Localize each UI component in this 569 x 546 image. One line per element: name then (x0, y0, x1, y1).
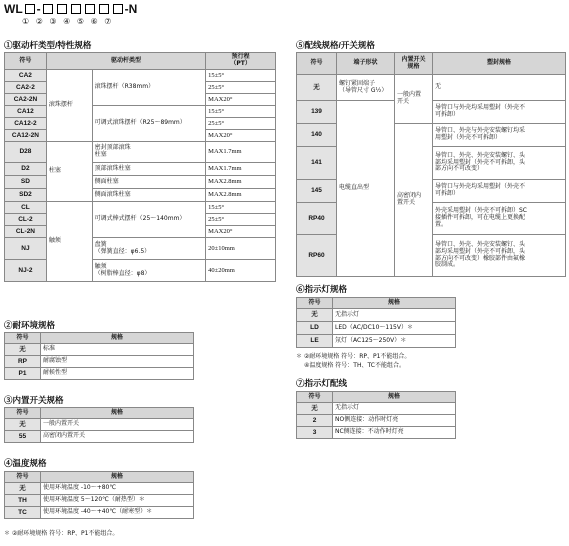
code-cell: LE (297, 335, 333, 348)
spec-cell: 使用环境温度 5～120℃（耐热型）＊ (41, 495, 194, 507)
seal-cell: 导管口与外壳均采用塑封（外壳不 可拆卸） (433, 180, 566, 203)
type-r25: 可调式滚珠摆杆（R25～89mm） (92, 106, 206, 142)
code-cell: D2 (5, 163, 47, 176)
type-cell: 侧面滚珠柱塞 (92, 189, 206, 202)
code-cell: CA2-2 (5, 82, 47, 94)
spec-cell: 无指示灯 (333, 403, 456, 415)
col-header-spec: 规格 (41, 408, 194, 419)
actuator-table (4, 52, 276, 282)
pt-cell: MAX1.7mm (206, 142, 276, 163)
seal-cell: 导管口、外壳、外壳安装螺钉、头 部均采用塑封（外壳不可拆卸，头 部方向不可改变） (433, 147, 566, 180)
indicator-note-1: ＊ ②耐环境规格 符号：RP、P1不能组合。 (296, 353, 411, 360)
section-6-title: ⑥指示灯规格 (296, 284, 348, 294)
spec-cell: 耐腐蚀型 (41, 356, 194, 368)
indicator-note-2: ④温度规格 符号：TH、TC不能组合。 (304, 362, 405, 369)
section-4-title: ④温度规格 (4, 458, 47, 468)
col-header-switch: 内置开关 规格 (395, 53, 433, 75)
group-plunger: 柱塞 (46, 142, 92, 202)
model-code: WL - -N (4, 2, 138, 16)
code-cell: 139 (297, 101, 337, 124)
code-cell: P1 (5, 368, 41, 380)
code-cell: SD (5, 176, 47, 189)
type-cell: 侧面柱塞 (92, 176, 206, 189)
model-prefix: WL (4, 2, 23, 16)
col-header-code: 符号 (5, 333, 41, 344)
code-cell: TC (5, 507, 41, 519)
code-cell: 无 (5, 344, 41, 356)
spec-cell: 氖灯（AC125～250V）＊ (333, 335, 456, 348)
col-header-spec: 规格 (41, 472, 194, 483)
group-roller: 滚珠摆杆 (46, 70, 92, 142)
seal-cell: 导管口、外壳与外壳安装螺钉均采 用塑封（外壳不可拆卸） (433, 124, 566, 147)
seal-cell: 导管口与外壳均采用塑封（外壳不 可拆卸） (433, 101, 566, 124)
pt-cell: MAX1.7mm (206, 163, 276, 176)
section-1-title: ①驱动杆类型/特性规格 (4, 40, 92, 50)
code-cell: CA2-2N (5, 94, 47, 106)
col-header-code: 符号 (297, 298, 333, 309)
switch-general: 一般内置 开关 (395, 75, 433, 124)
section-2-title: ②耐环境规格 (4, 320, 56, 330)
code-cell: CA12-2N (5, 130, 47, 142)
code-cell: 2 (297, 415, 333, 427)
pt-cell: 20±10mm (206, 238, 276, 260)
code-cell: RP (5, 356, 41, 368)
code-cell: CL-2 (5, 214, 47, 226)
internal-switch-table (4, 407, 194, 443)
code-cell: NJ-2 (5, 260, 47, 282)
pt-cell: MAX20° (206, 94, 276, 106)
section-7-title: ⑦指示灯配线 (296, 378, 348, 388)
type-r38: 滚珠摆杆（R38mm） (92, 70, 206, 106)
code-cell: CA12 (5, 106, 47, 118)
code-cell: 无 (297, 309, 333, 322)
code-cell: LD (297, 322, 333, 335)
pt-cell: MAX20° (206, 130, 276, 142)
code-cell: 无 (297, 75, 337, 101)
wiring-table (296, 52, 566, 277)
code-cell: 55 (5, 431, 41, 443)
seal-cell: 无 (433, 75, 566, 101)
spec-cell: 标准 (41, 344, 194, 356)
switch-high-seal: 高密闭内 置开关 (395, 124, 433, 277)
code-cell: TH (5, 495, 41, 507)
spec-cell: LED（AC/DC10～115V）＊ (333, 322, 456, 335)
type-spring: 盘簧 （弹簧直径：φ6.5） (92, 238, 206, 260)
spec-cell: 高密闭内置开关 (41, 431, 194, 443)
spec-cell: NO侧连接：动作时灯亮 (333, 415, 456, 427)
col-header-code: 符号 (5, 53, 47, 70)
col-header-spec: 规格 (333, 392, 456, 403)
type-adj-rod: 可调式棒式摆杆（25～140mm） (92, 202, 206, 238)
section-3-title: ③内置开关规格 (4, 395, 64, 405)
code-cell: RP60 (297, 235, 337, 277)
code-cell: 141 (297, 147, 337, 180)
temperature-table (4, 471, 194, 519)
pt-cell: MAX2.8mm (206, 189, 276, 202)
type-cell: 顶部滚珠柱塞 (92, 163, 206, 176)
pt-cell: 15±5° (206, 106, 276, 118)
group-flex: 触须 (46, 202, 92, 282)
code-cell: 140 (297, 124, 337, 147)
terminal-cable: 电缆直出型 (337, 101, 395, 277)
spec-cell: 使用环境温度 -10～+80℃ (41, 483, 194, 495)
pt-cell: 25±5° (206, 82, 276, 94)
type-cell: 密封顶部滚珠 柱塞 (92, 142, 206, 163)
seal-cell: 导管口、外壳、外壳安装螺钉、头 部均采用塑封（外壳不可拆卸，头 部方向不可改变）橡胶部件由氟橡 胶制成。 (433, 235, 566, 277)
spec-cell: 使用环境温度 -40～+40℃（耐寒型）＊ (41, 507, 194, 519)
col-header-spec: 规格 (333, 298, 456, 309)
pt-cell: 15±5° (206, 202, 276, 214)
code-cell: CL-2N (5, 226, 47, 238)
terminal-screw: 螺钉紧固端子 （导管尺寸 G½） (337, 75, 395, 101)
indicator-wiring-table (296, 391, 456, 439)
code-cell: CL (5, 202, 47, 214)
code-cell: 无 (5, 419, 41, 431)
col-header-code: 符号 (297, 392, 333, 403)
pt-cell: 15±5° (206, 70, 276, 82)
col-header-spec: 规格 (41, 333, 194, 344)
col-header-code: 符号 (5, 472, 41, 483)
code-cell: RP40 (297, 203, 337, 235)
code-cell: 145 (297, 180, 337, 203)
code-cell: 无 (297, 403, 333, 415)
section-5-title: ⑤配线规格/开关规格 (296, 40, 375, 50)
code-cell: 无 (5, 483, 41, 495)
code-cell: SD2 (5, 189, 47, 202)
temperature-note: ＊ ②耐环境规格 符号：RP、P1不能组合。 (4, 530, 119, 537)
indicator-table (296, 297, 456, 348)
code-cell: CA12-2 (5, 118, 47, 130)
seal-cell: 外壳采用塑封（外壳不可拆卸）SC 接插件可拆卸，可在电缆上更换配 置。 (433, 203, 566, 235)
col-header-seal: 塑封规格 (433, 53, 566, 75)
environment-table (4, 332, 194, 380)
pt-cell: MAX20° (206, 226, 276, 238)
spec-cell: NC侧连接：不动作时灯亮 (333, 427, 456, 439)
pt-cell: 25±5° (206, 214, 276, 226)
pt-cell: MAX2.8mm (206, 176, 276, 189)
code-cell: CA2 (5, 70, 47, 82)
spec-cell: 无指示灯 (333, 309, 456, 322)
type-wire: 触须 （树脂棒直径：φ8） (92, 260, 206, 282)
col-header-pt: 预行程 （PT） (206, 53, 276, 70)
col-header-terminal: 端子形状 (337, 53, 395, 75)
col-header-type: 驱动杆类型 (46, 53, 205, 70)
code-cell: 3 (297, 427, 333, 439)
code-cell: NJ (5, 238, 47, 260)
pt-cell: 40±20mm (206, 260, 276, 282)
spec-cell: 一般内置开关 (41, 419, 194, 431)
model-suffix: -N (124, 2, 138, 16)
spec-cell: 耐候性型 (41, 368, 194, 380)
col-header-code: 符号 (5, 408, 41, 419)
pt-cell: 25±5° (206, 118, 276, 130)
position-numbers: ① ② ③ ④ ⑤ ⑥ ⑦ (22, 17, 114, 26)
col-header-code: 符号 (297, 53, 337, 75)
code-cell: D28 (5, 142, 47, 163)
